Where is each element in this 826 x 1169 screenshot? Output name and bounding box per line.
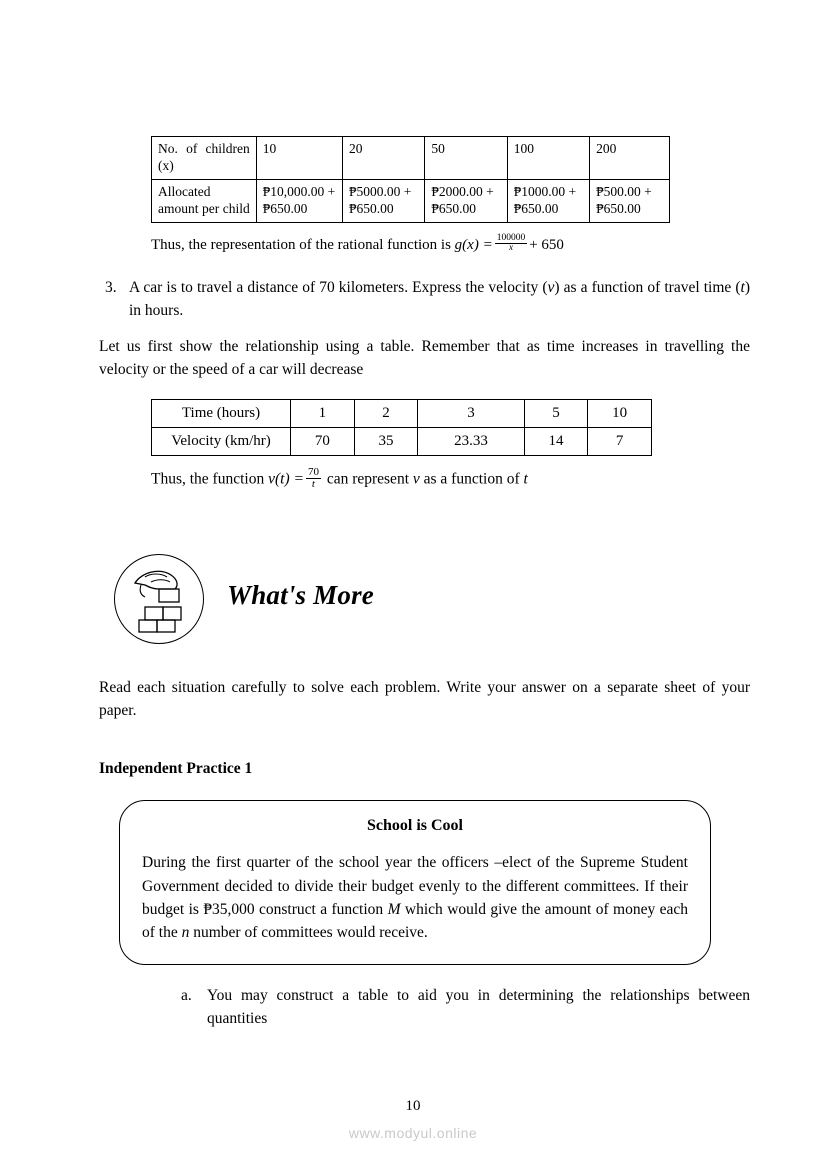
table-row	[152, 400, 652, 428]
practice-heading: Independent Practice 1	[99, 760, 253, 778]
fraction	[495, 234, 528, 255]
table-cell: 7	[588, 428, 652, 456]
table-cell: 35	[354, 428, 418, 456]
instructions-paragraph: Read each situation carefully to solve each problem. Write your answer on a separate sheet of your paper.	[99, 678, 750, 720]
table-row	[152, 428, 652, 456]
variable-v: v	[412, 470, 420, 488]
variable-n: n	[181, 924, 190, 942]
variable-v: v	[547, 279, 555, 297]
allocated-amount-table	[151, 136, 670, 223]
fraction-numerator: 100000	[496, 232, 526, 243]
table-cell: 23.33	[418, 428, 524, 456]
table-cell: ₱10,000.00 +₱650.00	[256, 179, 342, 222]
list-item	[177, 985, 750, 1030]
table-cell: 1	[291, 400, 355, 428]
page-number: 10	[405, 1098, 421, 1114]
statement-prefix: Thus, the function	[151, 470, 269, 488]
fraction-denominator: x	[495, 243, 528, 254]
hand-stacking-blocks-icon	[114, 554, 204, 644]
item-text: You may construct a table to aid you in determining the relationships between quantities	[207, 987, 750, 1027]
problem-text-c: number of committees would receive.	[189, 924, 428, 942]
row-label: No. of children (x)	[152, 137, 257, 180]
statement-middle: can represent	[322, 470, 413, 488]
rational-function-statement	[151, 232, 750, 256]
table-cell: 200	[590, 137, 670, 180]
intro-paragraph: Let us first show the relationship using a table. Remember that as time increases in travelling the velocity or the speed of a car will decrease	[99, 338, 750, 378]
problem-text-b: which would give the amount of money each of the	[142, 900, 688, 942]
table-row	[152, 179, 670, 222]
velocity-function-statement	[151, 465, 750, 492]
function-notation: v(t) =	[268, 470, 304, 488]
item-text-b: ) as a function of travel time (	[554, 279, 741, 297]
problem-box-body	[142, 851, 688, 944]
variable-t: t	[523, 470, 528, 488]
problem-box	[119, 800, 711, 965]
fraction-denominator: t	[306, 478, 321, 491]
table-cell: ₱5000.00 +₱650.00	[342, 179, 424, 222]
table-cell: ₱2000.00 +₱650.00	[425, 179, 507, 222]
fraction-numerator: 70	[307, 465, 319, 478]
velocity-table	[151, 399, 652, 456]
page-content	[99, 136, 750, 1030]
table-cell: 70	[291, 428, 355, 456]
numbered-item-list	[99, 277, 750, 322]
watermark: www.modyul.online	[348, 1125, 478, 1141]
table-cell: 5	[524, 400, 588, 428]
table-cell: 10	[588, 400, 652, 428]
fraction	[306, 467, 321, 491]
table-cell: 20	[342, 137, 424, 180]
row-label: Velocity (km/hr)	[152, 428, 291, 456]
row-label: Time (hours)	[152, 400, 291, 428]
table-cell: 100	[507, 137, 589, 180]
section-title: What's More	[227, 579, 374, 610]
table-cell: 14	[524, 428, 588, 456]
item-letter: a.	[181, 987, 192, 1005]
sub-item-list	[99, 985, 750, 1030]
statement-suffix: as a function of	[419, 470, 524, 488]
whats-more-section-header	[99, 554, 750, 654]
table-cell: 10	[256, 137, 342, 180]
function-notation: g(x) =	[454, 236, 493, 253]
table-cell: ₱1000.00 +₱650.00	[507, 179, 589, 222]
statement-prefix: Thus, the representation of the rational function is	[151, 236, 455, 253]
variable-m: M	[387, 900, 401, 918]
table-cell: 3	[418, 400, 524, 428]
table-row	[152, 137, 670, 180]
item-number: 3.	[105, 279, 117, 297]
row-label: Allocated amount per child	[152, 179, 257, 222]
list-item	[99, 277, 750, 322]
variable-t: t	[740, 279, 745, 297]
item-text-a: A car is to travel a distance of 70 kilometers. Express the velocity (	[129, 279, 548, 297]
problem-box-title: School is Cool	[366, 817, 463, 835]
table-cell: 50	[425, 137, 507, 180]
statement-suffix: + 650	[529, 236, 564, 253]
table-cell: 2	[354, 400, 418, 428]
item-text-c: ) in hours.	[129, 279, 750, 319]
problem-text-a: During the first quarter of the school year the officers –elect of the Supreme Student Government decided to divide their budget evenly to the different committees. If their budget is ₱35,000 construct a function	[142, 854, 688, 918]
table-cell: ₱500.00 +₱650.00	[590, 179, 670, 222]
